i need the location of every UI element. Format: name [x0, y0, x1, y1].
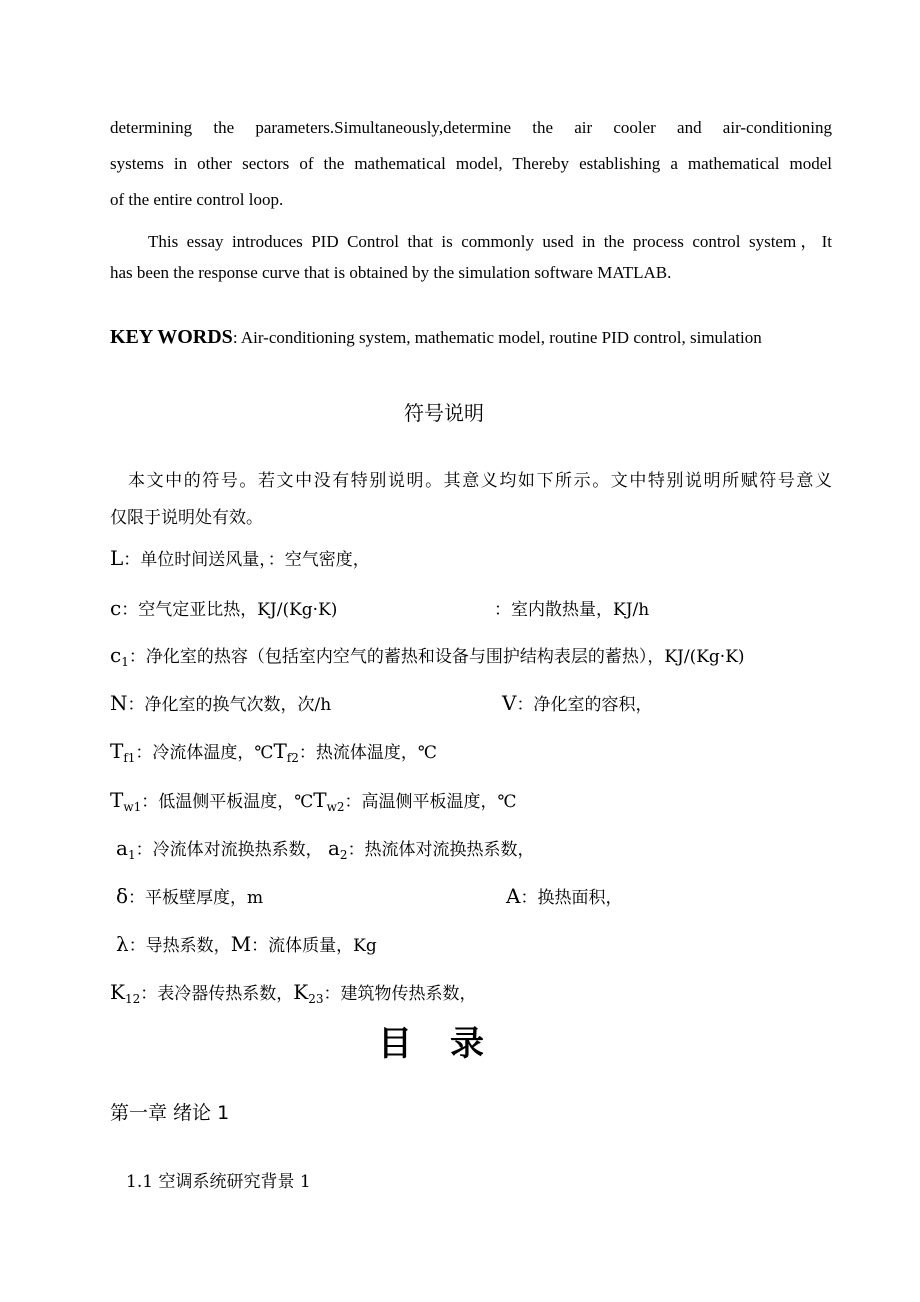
symbol-subscript: 12: [124, 992, 141, 1006]
symbol-row-2: [110, 595, 337, 620]
symbol-desc: ：建筑物传热系数，: [323, 984, 477, 1004]
symbol-subscript: 2: [339, 848, 348, 862]
symbol-desc: ：热流体温度，℃: [298, 743, 437, 763]
symbol-subscript: 1: [127, 848, 136, 862]
symbol: N: [110, 691, 128, 715]
symbols-intro-line-1: 本文中的符号。若文中没有特别说明。其意义均如下所示。文中特别说明所赋符号意义: [128, 471, 832, 491]
symbol-desc: ：流体质量，Kg: [251, 936, 377, 956]
symbol: a: [116, 836, 128, 860]
symbol: L: [110, 546, 124, 570]
symbol-subscript: w1: [123, 800, 142, 814]
abstract-line-4: This essay introduces PID Control that is commonly used in the process control system，It: [148, 232, 832, 251]
symbol-desc: ：表冷器传热系数，: [140, 984, 294, 1004]
abstract-line-2: systems in other sectors of the mathematical model, Thereby establishing a mathematical model: [110, 154, 832, 173]
symbol: A: [506, 884, 521, 908]
symbol-desc: ：冷流体对流换热系数，: [135, 840, 323, 860]
symbol: M: [230, 932, 252, 956]
symbol: K: [293, 980, 309, 1004]
symbol: T: [313, 788, 327, 812]
symbol: V: [502, 691, 517, 715]
symbol: T: [273, 739, 287, 763]
toc-title: 目录: [378, 1024, 522, 1064]
symbol-desc: ：导热系数，: [128, 936, 231, 956]
keywords-label: KEY WORDS: [110, 326, 233, 348]
symbol-row-5: [110, 738, 437, 765]
toc-chapter-1[interactable]: 第一章 绪论 1: [110, 1102, 230, 1124]
symbol-row-8b: [506, 883, 622, 908]
symbol-desc: ：室内散热量，KJ/h: [494, 600, 650, 620]
symbol-desc: ：热流体对流换热系数，: [347, 840, 535, 860]
symbol: a: [327, 836, 340, 860]
symbol-desc: ：换热面积，: [520, 888, 623, 908]
symbol-row-8: [116, 883, 263, 908]
symbol: δ: [116, 884, 129, 908]
symbol-row-2b: [494, 595, 649, 620]
symbols-heading: 符号说明: [404, 401, 484, 425]
abstract-line-3: of the entire control loop.: [110, 190, 284, 209]
abstract-line-5: has been the response curve that is obtained by the simulation software MATLAB.: [110, 263, 672, 282]
symbols-intro-line-2: 仅限于说明处有效。: [110, 508, 263, 528]
symbol-desc: ：净化室的容积，: [516, 695, 653, 715]
symbol-row-6: [110, 787, 517, 814]
symbol-desc: ：净化室的换气次数，次/h: [127, 695, 332, 715]
symbol-subscript: f2: [286, 751, 299, 765]
symbol-desc: ：单位时间送风量，：空气密度，: [123, 550, 370, 570]
symbol-row-9: [116, 931, 377, 956]
symbol-subscript: f1: [123, 751, 136, 765]
symbol-desc: ：空气定亚比热，KJ/(Kg·K): [121, 600, 338, 620]
symbol: c: [110, 596, 122, 620]
symbol-subscript: 23: [308, 992, 324, 1006]
symbol: T: [110, 788, 124, 812]
keywords-text: : Air-conditioning system, mathematic model, routine PID control, simulation: [232, 328, 762, 347]
symbol-row-7: [116, 835, 535, 862]
symbol-row-3: [110, 642, 745, 669]
symbol-desc: ：净化室的热容（包括室内空气的蓄热和设备与围护结构表层的蓄热），KJ/(Kg·K): [128, 647, 745, 667]
symbol: T: [110, 739, 124, 763]
symbol-row-1: [110, 545, 370, 570]
abstract-line-1: determining the parameters.Simultaneously,determine the air cooler and air-conditioning: [110, 118, 832, 137]
symbol-row-4: [110, 690, 331, 715]
symbol-subscript: 1: [121, 655, 129, 669]
symbol-row-4b: [502, 690, 652, 715]
symbol-desc: ：低温侧平板温度，℃: [141, 792, 314, 812]
symbol-desc: ：高温侧平板温度，℃: [344, 792, 517, 812]
toc-section-1-1[interactable]: 1.1 空调系统研究背景 1: [126, 1172, 311, 1192]
keywords-line: [110, 326, 832, 349]
symbol-desc: ：平板壁厚度，m: [128, 888, 264, 908]
symbol: λ: [116, 932, 129, 956]
symbol-subscript: w2: [326, 800, 345, 814]
symbol: K: [110, 980, 125, 1004]
symbol: c: [110, 643, 122, 667]
symbol-row-10: [110, 979, 476, 1006]
symbol-desc: ：冷流体温度，℃: [135, 743, 274, 763]
